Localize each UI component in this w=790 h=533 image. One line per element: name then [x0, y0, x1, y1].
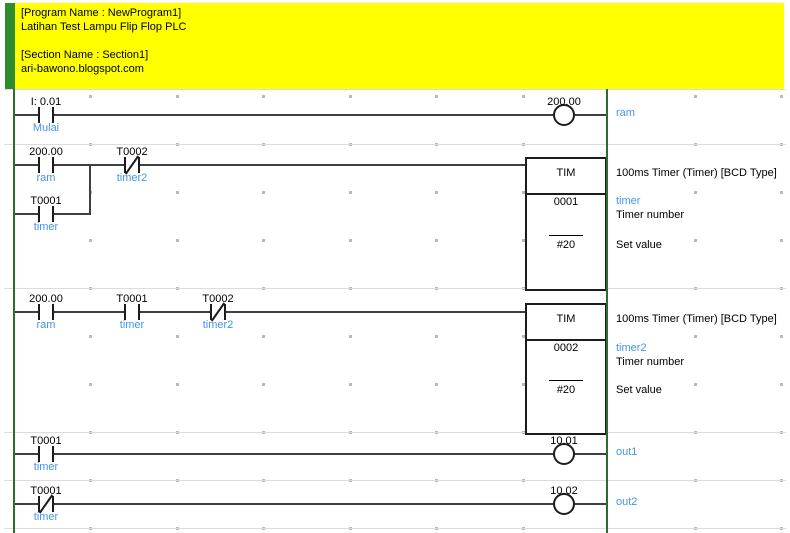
rung3-contact1-label: ram: [36, 319, 56, 331]
program-name-line: [Program Name : NewProgram1]: [21, 7, 182, 19]
rung-separator: [4, 480, 786, 481]
rung2-tim-description: 100ms Timer (Timer) [BCD Type]: [616, 167, 777, 179]
grid-dot: [262, 335, 265, 338]
grid-dot: [694, 191, 697, 194]
rung2-tim-number: 0001: [553, 196, 579, 208]
grid-dot: [694, 383, 697, 386]
grid-dot: [780, 191, 783, 194]
grid-dot: [89, 239, 92, 242]
grid-dot: [262, 95, 265, 98]
rung-separator: [4, 528, 786, 529]
rung5-wire: [14, 503, 607, 505]
program-comment-line: Latihan Test Lampu Flip Flop PLC: [21, 21, 187, 33]
grid-dot: [349, 239, 352, 242]
rung3-contact3-address: T0002: [202, 293, 234, 305]
rung2-tim-setvalue-desc: Set value: [616, 239, 662, 251]
rung4-wire: [14, 453, 607, 455]
rung5-coil-label: out2: [616, 496, 638, 508]
grid-dot: [349, 383, 352, 386]
grid-dot: [349, 95, 352, 98]
grid-dot: [89, 383, 92, 386]
rung1-wire: [14, 114, 607, 116]
nc-contact-icon[interactable]: [124, 157, 140, 173]
rung3-contact3-label: timer2: [202, 319, 234, 331]
section-name-line: [Section Name : Section1]: [21, 49, 149, 61]
rung2-tim-set-value: #20: [556, 239, 576, 251]
rung3-tim-description: 100ms Timer (Timer) [BCD Type]: [616, 313, 777, 325]
grid-dot: [349, 191, 352, 194]
no-contact-icon[interactable]: [38, 446, 54, 462]
rung2-branch-vertical-wire: [89, 164, 91, 215]
section-comment-line: ari-bawono.blogspot.com: [21, 63, 144, 75]
grid-dot: [89, 95, 92, 98]
left-power-rail: [13, 89, 15, 533]
program-comment-block[interactable]: [15, 3, 784, 89]
rung2-contact2-address: T0002: [116, 146, 148, 158]
rung3-contact1-address: 200.00: [29, 293, 63, 305]
grid-dot: [435, 383, 438, 386]
grid-dot: [262, 191, 265, 194]
grid-dot: [780, 95, 783, 98]
rung5-coil-address: 10.02: [550, 485, 578, 497]
rung2-tim-operand-desc: Timer number: [616, 209, 685, 221]
rung4-coil-label: out1: [616, 446, 638, 458]
rung2-tim-mnemonic: TIM: [556, 167, 576, 179]
grid-dot: [694, 335, 697, 338]
rung2-contact2-label: timer2: [116, 172, 148, 184]
rung4-coil-address: 10.01: [550, 435, 578, 447]
rung4-contact-label: timer: [33, 461, 59, 473]
no-contact-icon[interactable]: [38, 157, 54, 173]
rung-margin-bar: [5, 3, 15, 89]
rung3-tim-operand-desc: Timer number: [616, 356, 685, 368]
rung-separator: [4, 432, 786, 433]
rung2-contact1-address: 200.00: [29, 146, 63, 158]
rung-separator: [4, 89, 786, 90]
rung5-contact-label: timer: [33, 511, 59, 523]
nc-contact-icon[interactable]: [38, 496, 54, 512]
rung3-contact2-address: T0001: [116, 293, 148, 305]
grid-dot: [89, 335, 92, 338]
grid-dot: [176, 191, 179, 194]
rung3-tim-setvalue-desc: Set value: [616, 384, 662, 396]
rung2-contact1-label: ram: [36, 172, 56, 184]
rung3-wire: [14, 311, 525, 313]
grid-dot: [435, 191, 438, 194]
rung-separator: [4, 144, 786, 145]
rung2-branch-contact-address: T0001: [30, 195, 62, 207]
no-contact-icon[interactable]: [38, 304, 54, 320]
grid-dot: [780, 335, 783, 338]
no-contact-icon[interactable]: [38, 107, 54, 123]
grid-dot: [694, 239, 697, 242]
rung1-contact-address: I: 0.01: [30, 96, 62, 108]
grid-dot: [262, 383, 265, 386]
tim-box-divider: [527, 339, 605, 341]
rung2-branch-contact-label: timer: [33, 221, 59, 233]
grid-dot: [349, 335, 352, 338]
nc-contact-icon[interactable]: [210, 304, 226, 320]
rung5-contact-address: T0001: [30, 485, 62, 497]
grid-dot: [176, 95, 179, 98]
rung3-tim-operand-label: timer2: [616, 342, 647, 354]
rung-separator: [4, 288, 786, 289]
grid-dot: [262, 239, 265, 242]
rung1-coil-address: 200.00: [547, 96, 581, 108]
rung2-tim-operand-label: timer: [616, 195, 641, 207]
grid-dot: [780, 239, 783, 242]
set-value-overline: [549, 235, 583, 236]
grid-dot: [780, 383, 783, 386]
set-value-overline: [549, 380, 583, 381]
no-contact-icon[interactable]: [38, 206, 54, 222]
no-contact-icon[interactable]: [124, 304, 140, 320]
grid-dot: [176, 239, 179, 242]
rung4-contact-address: T0001: [30, 435, 62, 447]
rung3-tim-set-value: #20: [556, 384, 576, 396]
grid-dot: [176, 383, 179, 386]
rung3-contact2-label: timer: [119, 319, 145, 331]
grid-dot: [435, 335, 438, 338]
grid-dot: [694, 95, 697, 98]
tim-box-divider: [527, 193, 605, 195]
right-power-rail: [606, 89, 608, 533]
rung3-tim-mnemonic: TIM: [556, 313, 576, 325]
rung3-tim-number: 0002: [553, 342, 579, 354]
rung1-coil-label: ram: [616, 107, 635, 119]
grid-dot: [435, 95, 438, 98]
rung1-contact-label: Mulai: [32, 122, 60, 134]
grid-dot: [176, 335, 179, 338]
grid-dot: [435, 239, 438, 242]
